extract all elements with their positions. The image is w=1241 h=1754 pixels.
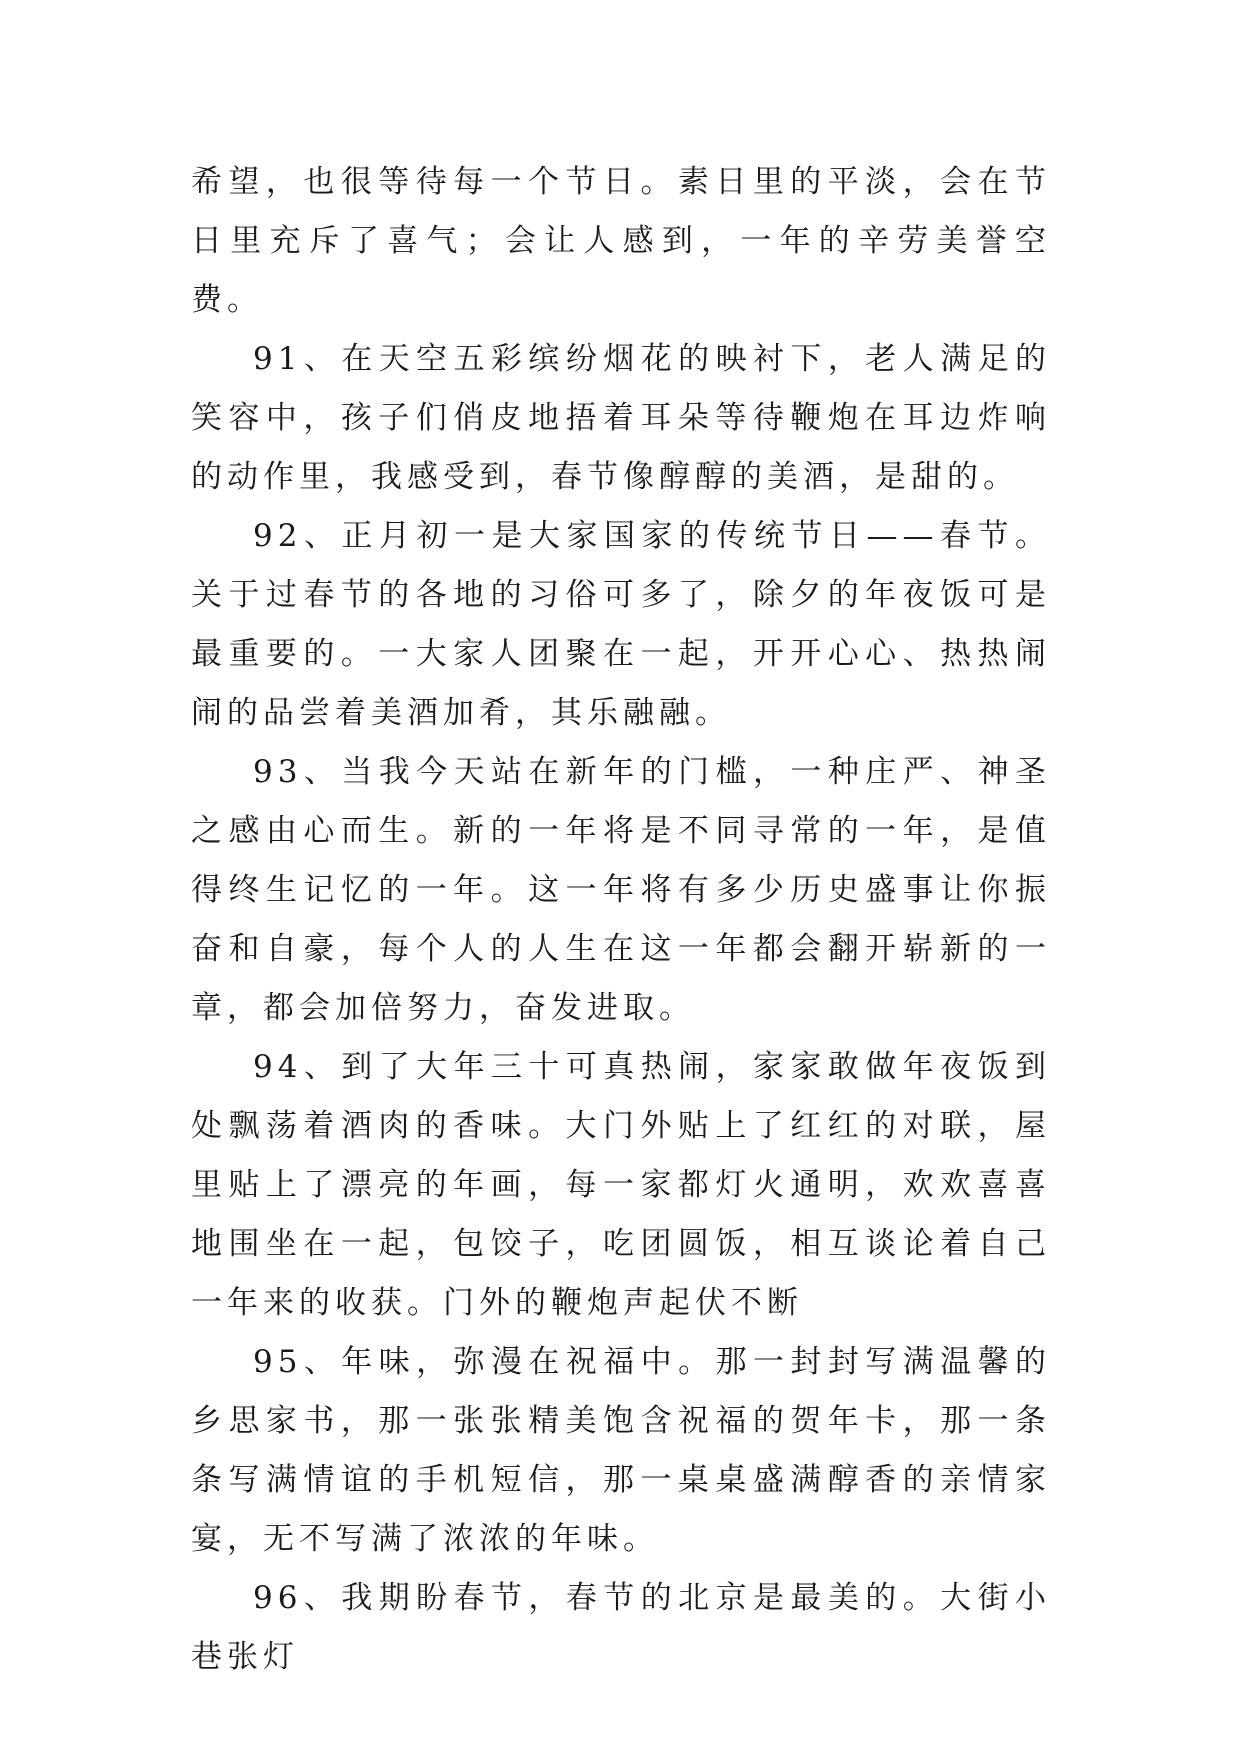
paragraph-item-91: 91、在天空五彩缤纷烟花的映衬下，老人满足的笑容中，孩子们俏皮地捂着耳朵等待鞭炮在耳边炸响的动作里，我感受到，春节像醇醇的美酒，是甜的。	[191, 341, 1051, 495]
paragraph-item-95: 95、年味，弥漫在祝福中。那一封封写满温馨的乡思家书，那一张张精美饱含祝福的贺年卡，那一条条写满情谊的手机短信，那一桌桌盛满醇香的亲情家宴，无不写满了浓浓的年味。	[191, 1344, 1051, 1557]
paragraph-item-96: 96、我期盼春节，春节的北京是最美的。大街小巷张灯	[191, 1580, 1051, 1675]
document-body	[191, 153, 1051, 1687]
paragraph-continuation: 希望，也很等待每一个节日。素日里的平淡，会在节日里充斥了喜气；会让人感到，一年的辛劳美誉空费。	[191, 164, 1051, 318]
paragraph-item-92: 92、正月初一是大家国家的传统节日——春节。关于过春节的各地的习俗可多了，除夕的年夜饭可是最重要的。一大家人团聚在一起，开开心心、热热闹闹的品尝着美酒加肴，其乐融融。	[191, 518, 1051, 731]
paragraph-item-93: 93、当我今天站在新年的门槛，一种庄严、神圣之感由心而生。新的一年将是不同寻常的一年，是值得终生记忆的一年。这一年将有多少历史盛事让你振奋和自豪，每个人的人生在这一年都会翻开崭新的一章，都会加倍努力，奋发进取。	[191, 754, 1051, 1026]
paragraph-item-94: 94、到了大年三十可真热闹，家家敢做年夜饭到处飘荡着酒肉的香味。大门外贴上了红红的对联，屋里贴上了漂亮的年画，每一家都灯火通明，欢欢喜喜地围坐在一起，包饺子，吃团圆饭，相互谈论着自己一年来的收获。门外的鞭炮声起伏不断	[191, 1049, 1051, 1321]
